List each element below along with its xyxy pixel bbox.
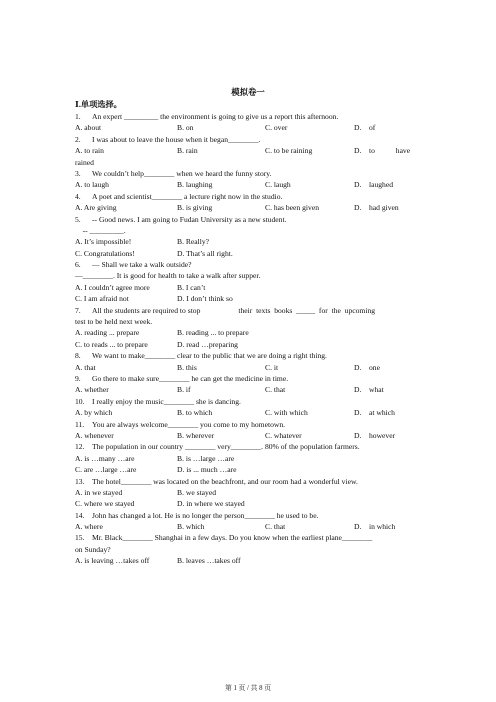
question-number: 11. (75, 419, 85, 429)
option-a: A. that (75, 362, 96, 372)
answer-options (75, 145, 421, 156)
answer-options (75, 407, 421, 418)
question-number: 1. (75, 112, 81, 121)
option-a: A. Are giving (75, 203, 117, 213)
question-text: An expert _________ the environment is going to give us a report this afternoon. (92, 112, 339, 121)
section-heading: Ⅰ.单项选择。 (75, 100, 122, 109)
question-text: Mr. Black________ Shanghai in a few days. Do you know when the earliest plane________ (92, 533, 373, 543)
option-c: C. that (265, 385, 286, 395)
answer-options (75, 384, 421, 395)
option-a: A. where (75, 522, 103, 532)
answer-options (75, 282, 421, 293)
question-text: Go there to make sure________ he can get the medicine in time. (92, 373, 289, 383)
question-number: 4. (75, 191, 81, 201)
question-stem (75, 134, 421, 145)
question-number: 7. (75, 305, 81, 315)
question-stem (75, 305, 421, 316)
text-line (75, 270, 421, 281)
option-d: D. of (354, 123, 376, 133)
option-c: C. that (265, 522, 286, 532)
option-c: C. laugh (265, 180, 291, 190)
option-right: B. is …large …are (177, 453, 235, 463)
option-right: D. read …preparing (177, 339, 238, 349)
option-b: B. rain (177, 146, 198, 156)
question-number: 9. (75, 373, 81, 383)
option-b: B. if (177, 385, 191, 395)
option-a: A. to rain (75, 146, 104, 156)
option-left: C. where we stayed (75, 499, 135, 509)
option-b: B. on (177, 123, 194, 133)
option-left: C. Congratulations! (75, 248, 135, 258)
option-c: C. has been given (265, 203, 319, 213)
option-right: B. Really? (177, 237, 210, 247)
option-b: B. is giving (177, 203, 213, 213)
answer-options (75, 487, 421, 498)
question-stem (75, 476, 421, 487)
question-stem (75, 373, 421, 384)
question-stem (75, 168, 421, 179)
line-text: rained (75, 157, 94, 167)
option-right: D. is ... much …are (177, 465, 237, 475)
option-b: B. this (177, 362, 197, 372)
question-number: 10. (75, 396, 85, 406)
option-b: B. laughing (177, 180, 213, 190)
answer-options (75, 179, 421, 190)
option-left: A. reading ... prepare (75, 328, 140, 338)
text-line (75, 157, 421, 168)
option-left: A. I couldn’t agree more (75, 282, 150, 292)
option-right: B. I can’t (177, 282, 206, 292)
option-c: C. to be raining (265, 146, 313, 156)
question-stem (75, 259, 421, 270)
question-text: We want to make________ clear to the public that we are doing a right thing. (92, 351, 327, 361)
option-right: D. That’s all right. (177, 248, 233, 258)
option-d: D. what (354, 385, 384, 395)
answer-options (75, 430, 421, 441)
text-line (75, 225, 421, 236)
option-left: C. are …large …are (75, 465, 137, 475)
line-text: test to be held next week. (75, 317, 153, 327)
option-d: D. to have (354, 146, 411, 156)
option-left: A. is leaving …takes off (75, 556, 150, 566)
line-text: -- _________. (75, 225, 126, 235)
option-c: C. it (265, 362, 279, 372)
option-left: A. is …many …are (75, 453, 135, 463)
option-left: A. in we stayed (75, 487, 123, 497)
option-right: B. we stayed (177, 487, 217, 497)
question-text: All the students are required to stop their texts books _____ for the upcoming (92, 305, 376, 315)
option-left: A. It’s impossible! (75, 237, 132, 247)
option-c: C. with which (265, 408, 308, 418)
exam-title: 模拟卷一 (231, 88, 265, 97)
answer-options (75, 453, 421, 464)
option-a: A. whether (75, 385, 109, 395)
answer-options (75, 464, 421, 475)
option-right: B. reading ... to prepare (177, 328, 249, 338)
answer-options (75, 293, 421, 304)
answer-options (75, 521, 421, 532)
question-number: 14. (75, 510, 85, 520)
answer-options (75, 122, 421, 133)
question-text: A poet and scientist________ a lecture right now in the studio. (92, 191, 283, 201)
question-text: -- Good news. I am going to Fudan University as a new student. (92, 214, 287, 224)
option-a: A. by which (75, 408, 113, 418)
option-d: D. in which (354, 522, 396, 532)
option-right: D. in where we stayed (177, 499, 245, 509)
text-line (75, 544, 421, 555)
answer-options (75, 555, 421, 566)
question-number: 12. (75, 442, 85, 452)
answer-options (75, 327, 421, 338)
question-text: The population in our country ________ very________. 80% of the population farmers. (92, 442, 360, 452)
question-list (75, 111, 421, 567)
question-stem (75, 111, 421, 122)
option-d: D. one (354, 362, 380, 372)
option-a: A. about (75, 123, 102, 133)
option-d: D. laughed (354, 180, 394, 190)
option-c: C. over (265, 123, 288, 133)
question-number: 13. (75, 476, 85, 486)
option-a: A. whenever (75, 430, 114, 440)
question-text: — Shall we take a walk outside? (92, 260, 192, 270)
option-b: B. wherever (177, 430, 215, 440)
question-number: 5. (75, 214, 81, 224)
option-right: D. I don’t think so (177, 294, 233, 304)
question-stem (75, 532, 421, 543)
question-stem (75, 214, 421, 225)
page-footer: 第 1 页 / 共 8 页 (224, 685, 272, 692)
answer-options (75, 236, 421, 247)
question-stem (75, 441, 421, 452)
answer-options (75, 202, 421, 213)
question-text: I was about to leave the house when it began________. (92, 134, 261, 144)
option-d: D. at which (354, 408, 395, 418)
question-number: 15. (75, 533, 85, 543)
question-text: The hotel________ was located on the beachfront, and our room had a wonderful view. (92, 476, 358, 486)
question-text: John has changed a lot. He is no longer the person________ he used to be. (92, 510, 319, 520)
line-text: on Sunday? (75, 544, 111, 554)
question-stem (75, 396, 421, 407)
question-text: We couldn’t help________ when we heard the funny story. (92, 168, 272, 178)
option-right: B. leaves …takes off (177, 556, 241, 566)
question-number: 3. (75, 168, 81, 178)
option-a: A. to laugh (75, 180, 109, 190)
option-left: C. to reads ... to prepare (75, 339, 148, 349)
question-number: 2. (75, 134, 81, 144)
option-left: C. I am afraid not (75, 294, 129, 304)
line-text: —________. It is good for health to take a walk after supper. (75, 271, 261, 281)
question-text: I really enjoy the music________ she is dancing. (92, 396, 241, 406)
question-stem (75, 419, 421, 430)
option-b: B. to which (177, 408, 213, 418)
option-d: D. however (354, 430, 396, 440)
answer-options (75, 248, 421, 259)
option-d: D. had given (354, 203, 399, 213)
answer-options (75, 498, 421, 509)
question-stem (75, 510, 421, 521)
question-text: You are always welcome________ you come to my hometown. (92, 419, 286, 429)
option-c: C. whatever (265, 430, 302, 440)
option-b: B. which (177, 522, 205, 532)
question-number: 6. (75, 260, 81, 270)
answer-options (75, 339, 421, 350)
answer-options (75, 362, 421, 373)
question-number: 8. (75, 351, 81, 361)
question-stem (75, 191, 421, 202)
text-line (75, 316, 421, 327)
question-stem (75, 350, 421, 361)
